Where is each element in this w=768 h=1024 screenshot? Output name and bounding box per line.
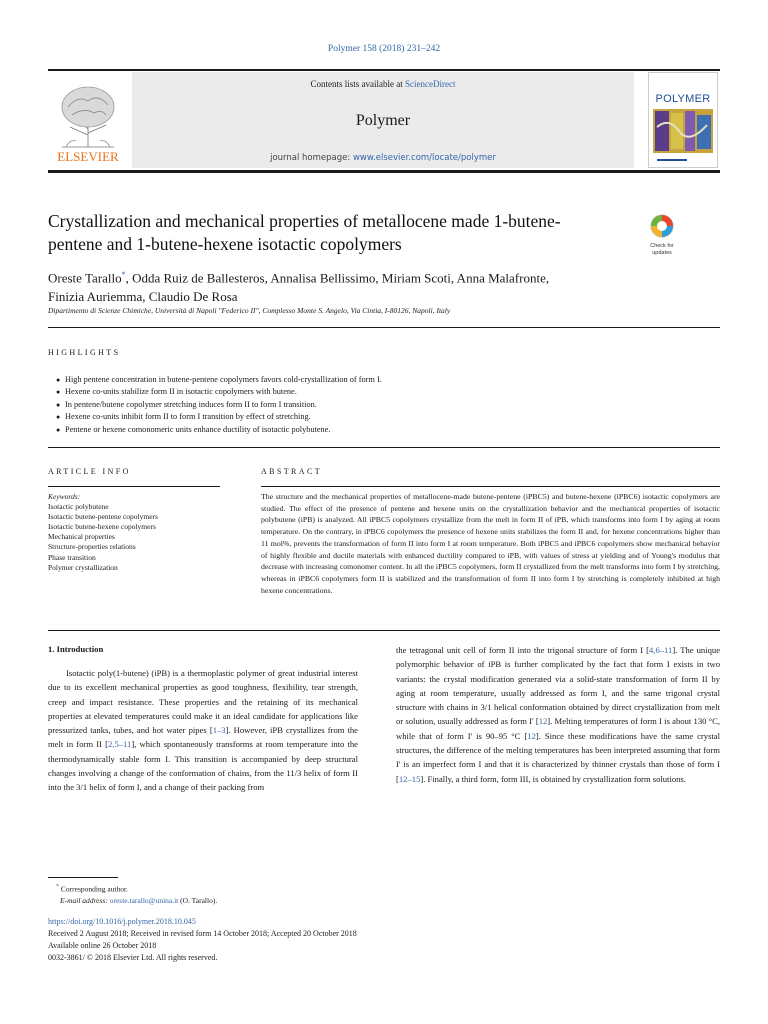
abstract-rule bbox=[261, 486, 720, 487]
intro-text: ]. Since these modifications have the same crystal structures, the difference of the melting temperatures has been interpreted assuming that form I' is an imperfect form I and that it is characterized by thinner crystals than those of form I [ bbox=[396, 730, 721, 784]
divider-above-highlights bbox=[48, 327, 720, 328]
footnotes bbox=[48, 882, 448, 906]
body-column-right bbox=[396, 643, 720, 786]
highlights-heading: HIGHLIGHTS bbox=[48, 348, 121, 357]
highlight-item: ● Hexene co-units inhibit form II to form I transition by effect of stretching. bbox=[56, 411, 706, 423]
divider-above-body bbox=[48, 630, 720, 631]
corresponding-author-marker[interactable]: * bbox=[121, 270, 126, 279]
intro-text: ]. However, iPB crystallizes from the melt in form II [ bbox=[48, 725, 358, 750]
footnote-text: Corresponding author. bbox=[60, 884, 128, 894]
issn-copyright: 0032-3861/ © 2018 Elsevier Ltd. All rights reserved. bbox=[48, 953, 218, 962]
publication-info bbox=[48, 916, 548, 964]
masthead-bottom-rule bbox=[48, 170, 720, 173]
crossmark-line-2: updates bbox=[652, 250, 672, 256]
keyword: Isotactic polybutene bbox=[48, 502, 109, 512]
email-footnote bbox=[48, 895, 448, 906]
author-list bbox=[48, 266, 688, 306]
citation-link[interactable]: 4,6–11 bbox=[649, 645, 673, 655]
section-heading-introduction: 1. Introduction bbox=[48, 644, 104, 654]
journal-reference[interactable]: Polymer 158 (2018) 231–242 bbox=[327, 44, 441, 54]
received-dates: Received 2 August 2018; Received in revised form 14 October 2018; Accepted 20 October 2018 bbox=[48, 929, 357, 938]
email-suffix: (O. Tarallo). bbox=[178, 895, 218, 905]
intro-text: Isotactic poly(1-butene) (iPB) is a thermoplastic polymer of great industrial interest due to its excellent mechanical properties as good toughness, flexibility, tear strength, creep and impact resistance. These properties and the retaining of its mechanical properties at elevated temperatures could make it an ideal candidate for applications like pressurized tanks, tubes, and hot water pipes [ bbox=[48, 668, 358, 736]
title-line-2: pentene and 1-butene-hexene isotactic copolymers bbox=[48, 234, 402, 254]
keyword: Isotactic butene-pentene copolymers bbox=[48, 512, 158, 522]
cover-art bbox=[649, 107, 717, 167]
cover-title: POLYMER bbox=[655, 93, 711, 105]
journal-name: Polymer bbox=[355, 112, 411, 129]
abstract-heading: ABSTRACT bbox=[261, 467, 322, 476]
citation-link[interactable]: 1–3 bbox=[212, 725, 226, 736]
intro-text: ]. Finally, a third form, form III, is obtained by crystallization form solutions. bbox=[420, 773, 686, 784]
doi-link[interactable]: https://doi.org/10.1016/j.polymer.2018.10.045 bbox=[48, 917, 196, 926]
corresponding-author-footnote bbox=[48, 882, 448, 895]
highlight-item: ● Hexene co-units stabilize form II in isotactic copolymers with butene. bbox=[56, 386, 706, 398]
intro-text: ]. Melting temperatures of form I is about 130 °C, while that of form I' is 90–95 °C [ bbox=[396, 716, 720, 741]
keyword: Isotactic butene-hexene copolymers bbox=[48, 522, 156, 532]
elsevier-logo[interactable] bbox=[48, 77, 128, 163]
highlight-item: ● Pentene or hexene comonomeric units enhance ductility of isotactic polybutene. bbox=[56, 424, 706, 436]
highlight-item: ● In pentene/butene copolymer stretching induces form II to form I transition. bbox=[56, 399, 706, 411]
body-column-left bbox=[48, 666, 358, 795]
journal-homepage-link[interactable]: www.elsevier.com/locate/polymer bbox=[352, 153, 496, 163]
footnote-marker: * bbox=[56, 884, 59, 890]
article-info-rule bbox=[48, 486, 220, 487]
intro-text: the tetragonal unit cell of form II into the trigonal structure of form I [ bbox=[396, 645, 649, 655]
citation-link[interactable]: 2,5–11 bbox=[108, 739, 132, 750]
contents-line bbox=[132, 79, 634, 89]
keywords-block bbox=[48, 492, 228, 573]
title-line-1: Crystallization and mechanical properties of metallocene made 1-butene- bbox=[48, 211, 561, 231]
authors-line-1-rest: , Odda Ruiz de Ballesteros, Annalisa Bellissimo, Miriam Scoti, Anna Malafronte, bbox=[125, 270, 550, 286]
journal-homepage-line bbox=[132, 153, 634, 163]
intro-paragraph-1 bbox=[48, 666, 358, 795]
keyword: Mechanical properties bbox=[48, 532, 115, 542]
author-email-link[interactable]: oreste.tarallo@unina.it bbox=[109, 895, 179, 905]
article-title bbox=[48, 210, 628, 256]
intro-paragraph-continued bbox=[396, 643, 720, 786]
online-date: Available online 26 October 2018 bbox=[48, 941, 157, 950]
abstract-text: The structure and the mechanical properties of metallocene-made butene-pentene (iPBC5) and butene-hexene (iPBC6) isotactic copolymers are studied. The effect of the presence of pentene and hexene units on the crystallization behavior and the mechanical properties of isotactic polybutene (iPB) is analyzed. All iPBC5 copolymers crystallize from the melt in form II of iPB, which transforms into form I by aging at room temperature. On the contrary, in iPBC6 copolymers the presence of hexene units stabilizes the form II and, for hexene concentrations higher than 11 mol%, prevents the transformation of form II into form I at room temperature. Both iPBC5 and iPBC6 copolymers show mechanical behavior of highly flexible and ductile materials with enhanced ductility compared to iPB, with values of stress at yielding and of Young's modulus that decrease with increasing comonomer content. In all the iPBC5 copolymers, form II crystallized from the melt transforms into form I by stretching, whereas in iPBC6 copolymers form II is stabilized and the transformation of form II into form I by stretching is completely inhibited at high hexene concentrations. bbox=[261, 492, 720, 595]
sciencedirect-link[interactable]: ScienceDirect bbox=[405, 79, 456, 89]
publisher-name: ELSEVIER bbox=[57, 149, 119, 163]
highlight-item: ● High pentene concentration in butene-pentene copolymers favors cold-crystallization of form I. bbox=[56, 374, 706, 386]
homepage-prefix: journal homepage: bbox=[270, 153, 353, 163]
journal-masthead bbox=[48, 69, 720, 173]
authors-line-2: Finizia Auriemma, Claudio De Rosa bbox=[48, 288, 238, 304]
masthead-top-rule bbox=[48, 69, 720, 71]
citation-link[interactable]: 12 bbox=[538, 716, 548, 727]
article-info-heading: ARTICLE INFO bbox=[48, 467, 131, 476]
elsevier-tree-icon bbox=[62, 87, 114, 147]
author-affiliation: Dipartimento di Scienze Chimiche, Università di Napoli "Federico II", Complesso Monte S. Angelo, Via Cintia, I-80126, Napoli, Italy bbox=[48, 306, 451, 315]
crossmark-line-1: Check for bbox=[650, 243, 674, 249]
journal-info-panel bbox=[132, 72, 634, 168]
crossmark-icon bbox=[644, 213, 680, 259]
check-for-updates-badge[interactable] bbox=[644, 213, 680, 259]
highlights-list bbox=[56, 374, 706, 436]
contents-prefix: Contents lists available at bbox=[310, 79, 405, 89]
keyword: Polymer crystallization bbox=[48, 562, 118, 572]
email-label: E-mail address: bbox=[60, 895, 110, 905]
citation-link[interactable]: 12 bbox=[527, 730, 536, 741]
keywords-label: Keywords: bbox=[48, 492, 81, 501]
intro-text: ], which spontaneously transforms at room temperature into the thermodynamically stable form I. This transition is accompanied by deep structural changes involving a change of the conformation of chains, from the 11/3 helix of form II into the 3/1 helix of form I, and a change of their packing from bbox=[48, 739, 358, 793]
citation-link[interactable]: 12–15 bbox=[398, 773, 421, 784]
intro-text: ]. The unique polymorphic behavior of iPB is further complicated by the fact that form I exists in two variants: the crystal modification generated via a solid-state transformation of form II by aging at room temperature, usually addressed as form I, and the same trigonal crystal structure with chains in 3/1 helical conformation obtained by direct crystallization from melt or solution, usually addressed as form I' [ bbox=[396, 645, 721, 727]
journal-cover-thumbnail[interactable] bbox=[648, 72, 718, 168]
corresponding-author-name: Oreste Tarallo bbox=[48, 270, 122, 286]
keyword: Phase transition bbox=[48, 552, 96, 562]
footnote-rule bbox=[48, 877, 118, 878]
keyword: Structure-properties relations bbox=[48, 542, 136, 552]
divider-above-article-info bbox=[48, 447, 720, 448]
